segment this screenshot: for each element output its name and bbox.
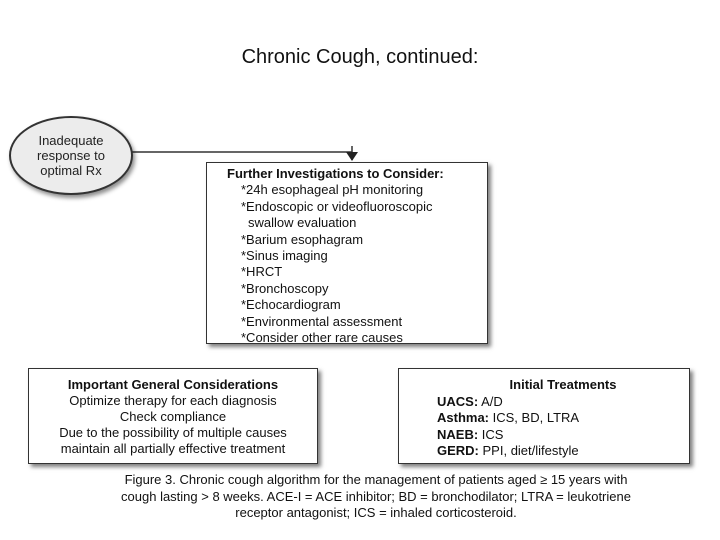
treatment-value: PPI, diet/lifestyle (482, 443, 579, 458)
general-consideration-line: Optimize therapy for each diagnosis (69, 393, 277, 408)
treatment-label: Asthma: (437, 410, 490, 425)
treatment-row (437, 394, 689, 411)
initial-treatments-heading: Initial Treatments (509, 377, 617, 392)
further-investigations-list (227, 182, 487, 346)
connector-arrowhead (346, 152, 358, 161)
treatment-value: ICS (481, 426, 504, 442)
start-node-line: optimal Rx (40, 163, 102, 178)
further-investigations-heading: Further Investigations to Consider: (227, 166, 444, 181)
treatment-label: UACS: (437, 393, 479, 409)
slide-title: Chronic Cough, continued: (241, 46, 479, 68)
investigation-item: *Barium esophagram (241, 231, 364, 247)
caption-line: receptor antagonist; ICS = inhaled corticosteroid. (235, 505, 517, 520)
general-considerations-box (28, 368, 318, 464)
treatment-row (437, 410, 689, 427)
investigation-item: *Echocardiogram (241, 297, 341, 313)
treatment-row (437, 443, 689, 460)
treatment-label: GERD: (437, 443, 479, 458)
start-node-line: Inadequate (38, 133, 104, 148)
start-node-line: response to (37, 148, 105, 163)
treatment-row (437, 427, 689, 444)
general-consideration-line: Check compliance (119, 409, 227, 424)
general-consideration-line: maintain all partially effective treatment (60, 441, 286, 456)
investigation-item: *Endoscopic or videofluoroscopic (241, 198, 433, 214)
treatment-value: A/D (481, 393, 503, 409)
investigation-item: *HRCT (241, 264, 283, 280)
investigation-item: *Bronchoscopy (241, 280, 329, 296)
treatment-label: NAEB: (437, 426, 479, 442)
figure-caption (66, 472, 686, 522)
caption-line: Figure 3. Chronic cough algorithm for the management of patients aged ≥ 15 years with (124, 472, 628, 487)
initial-treatments-box (398, 368, 690, 464)
investigation-item: swallow evaluation (248, 215, 357, 231)
investigation-item: *Environmental assessment (241, 313, 403, 329)
further-investigations-box (206, 162, 488, 344)
start-node-inadequate-response (9, 116, 133, 195)
general-considerations-heading: Important General Considerations (67, 377, 279, 392)
treatment-value: ICS, BD, LTRA (492, 410, 580, 425)
general-consideration-line: Due to the possibility of multiple causes (59, 425, 287, 440)
investigation-item: *24h esophageal pH monitoring (241, 182, 424, 198)
investigation-item: *Consider other rare causes (241, 330, 403, 346)
caption-line: cough lasting > 8 weeks. ACE-I = ACE inhibitor; BD = bronchodilator; LTRA = leukotriene (121, 488, 631, 504)
investigation-item: *Sinus imaging (241, 248, 328, 264)
